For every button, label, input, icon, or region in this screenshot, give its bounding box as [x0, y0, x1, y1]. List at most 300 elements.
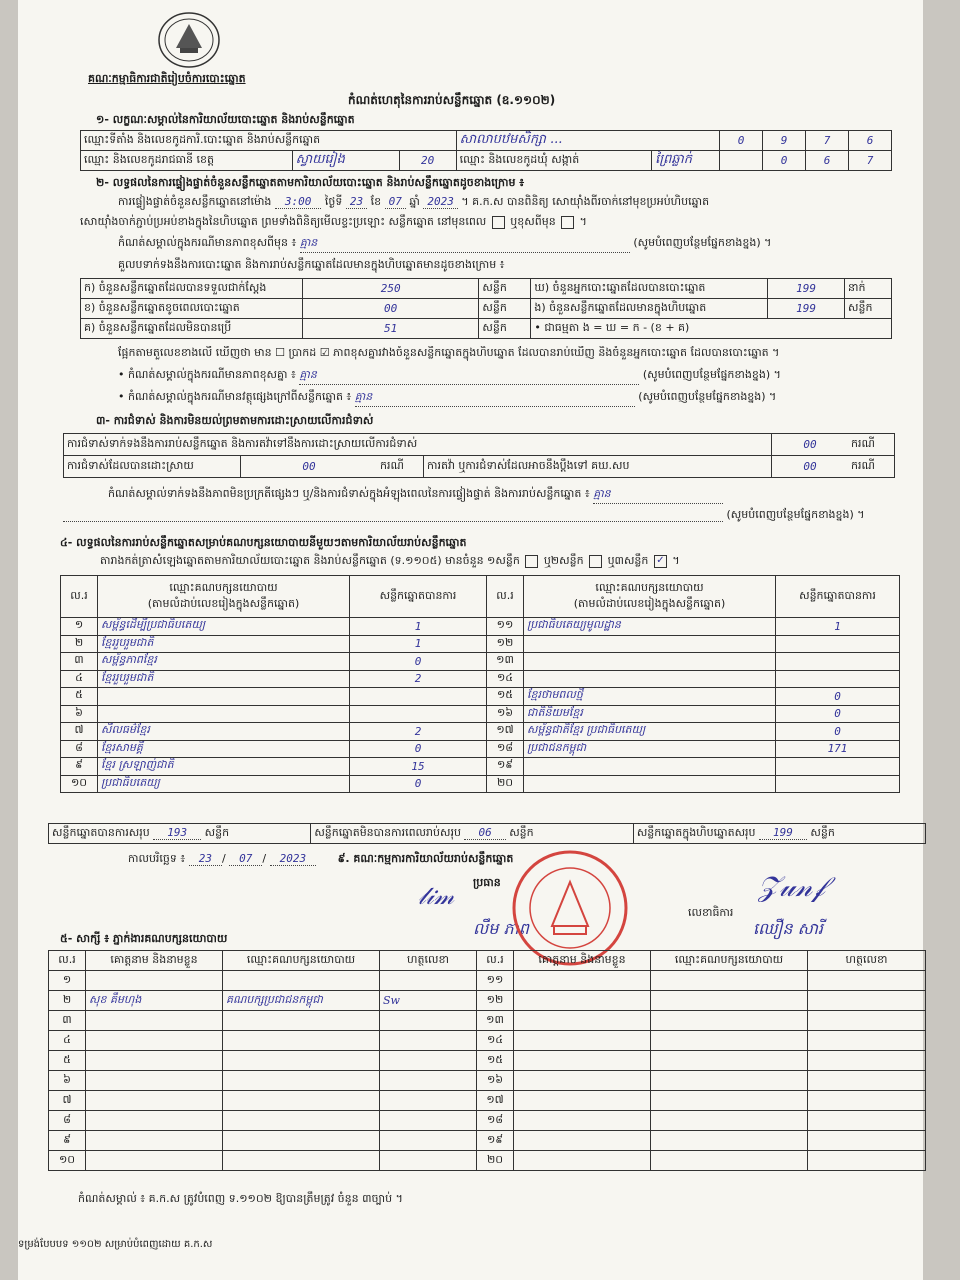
party-name: ប្រជាជនកម្ពុជា [524, 740, 776, 758]
verification-line2: សោយ៉ាំងចាក់ភ្ជាប់ប្រអប់ខាងក្នុងនៃហិបឆ្នោត ព្រមទាំងពិនិត្យមើលខ្ទះប្រឡោះ សន្លឹកឆ្នោត នៅមុនពេល ឬខុសពីមុន ។ [80, 215, 587, 228]
objection-appeal-label: ការតវ៉ា ឬការជំទាស់ដែលអាចនឹងប្តឹងទៅ គឃ.សប [424, 456, 772, 478]
party-number: ៤ [61, 670, 98, 688]
col-votes-left: សន្លឹកឆ្នោតបានការ [350, 576, 487, 618]
objection-appeal-value: 00 [772, 456, 849, 478]
party-number: ១៥ [487, 688, 524, 706]
difference-note-label: កំណត់សម្គាល់ក្នុងករណីមានភាពខុសពីមុន ៖ [118, 236, 297, 249]
witness-signature [380, 1151, 477, 1171]
total-box-unit: សន្លឹក [810, 825, 835, 839]
party-votes: 2 [350, 723, 487, 741]
diff-note-1-value: គ្មាន [299, 368, 639, 385]
w-col-party-left: ឈ្មោះគណបក្សនយោបាយ [223, 951, 380, 971]
witness-name [514, 1131, 651, 1151]
verification-line [118, 195, 709, 211]
total-box-value: 199 [759, 826, 807, 840]
count-value-a: 250 [302, 279, 479, 299]
witness-number: ១៨ [477, 1111, 514, 1131]
totals-row [48, 823, 926, 844]
party-name [524, 635, 776, 653]
party-number: ២ [61, 635, 98, 653]
party-name: ខ្មែរសាមគ្គី [98, 740, 350, 758]
party-votes: 2 [350, 670, 487, 688]
witness-number: ២ [49, 991, 86, 1011]
witness-number: ១៤ [477, 1031, 514, 1051]
witness-signature [808, 1031, 926, 1051]
document-title: កំណត់ហេតុនៃការរាប់សន្លឹកឆ្នោត (ឧ.១១០២) [348, 93, 556, 107]
w-col-sign-left: ហត្ថលេខា [380, 951, 477, 971]
witness-party [651, 1011, 808, 1031]
option-different: ឬខុសពីមុន [510, 215, 556, 228]
checkbox-1-sheet[interactable] [525, 555, 538, 568]
party-results-table [60, 575, 900, 793]
col-party-left-title: ឈ្មោះគណបក្សនយោបាយ [169, 580, 278, 594]
objection-resolved-label: ការជំទាស់ដែលបានដោះស្រាយ [64, 456, 241, 478]
witness-number: ១២ [477, 991, 514, 1011]
commune-label: ឈ្មោះ និងលេខកូដឃុំ សង្កាត់ [456, 151, 652, 171]
verification-text-line2: សោយ៉ាំងចាក់ភ្ជាប់ប្រអប់ខាងក្នុងនៃហិបឆ្នោត ព្រមទាំងពិនិត្យមើលខ្ទះប្រឡោះ សន្លឹកឆ្នោត នៅមុនពេល [80, 215, 487, 228]
party-name [524, 653, 776, 671]
witness-row [49, 1111, 926, 1131]
diff-note-1-label: • កំណត់សម្គាល់ក្នុងករណីមានភាពខុសគ្នា ៖ [118, 368, 296, 381]
witness-number: ១៥ [477, 1051, 514, 1071]
party-row [61, 670, 900, 688]
party-row [61, 723, 900, 741]
witness-signature [808, 1051, 926, 1071]
count-formula: • ជាធម្មតា ង = ឃ = ក - (ខ + គ) [531, 319, 892, 339]
secretary-signature: 𝒵𝓊𝓃𝒻 [758, 870, 825, 903]
party-number: ២០ [487, 775, 524, 793]
party-name: សម្ព័ន្ធភាពខ្មែរ [98, 653, 350, 671]
diff-note-2-value: គ្មាន [355, 390, 635, 407]
commune-code-1: 0 [763, 151, 806, 171]
section3-heading: ៣- ការជំទាស់ និងការមិនយល់ព្រមតាមការដោះស្រាយលើការជំទាស់ [96, 414, 374, 427]
witness-row [49, 1091, 926, 1111]
chair-label: ប្រធាន [473, 876, 501, 889]
count-committee-label: ៩. គណៈកម្មការការិយាល័យរាប់សន្លឹកឆ្នោត [337, 852, 514, 865]
witness-signature [380, 1111, 477, 1131]
party-row [61, 688, 900, 706]
party-number: ១១ [487, 618, 524, 636]
date-day: 23 [189, 852, 222, 866]
witness-signature [380, 1071, 477, 1091]
witness-number: ១៧ [477, 1091, 514, 1111]
diff-note-2-label: • កំណត់សម្គាល់ក្នុងករណីមានវត្ថុផ្សេងក្រៅពីសន្លឹកឆ្នោត ៖ [118, 390, 352, 403]
witness-signature [380, 1131, 477, 1151]
witness-name [86, 1091, 223, 1111]
verification-text-c: ខែ [370, 195, 382, 208]
station-code-3: 7 [806, 131, 849, 151]
witness-signature [808, 1091, 926, 1111]
witness-name [86, 1011, 223, 1031]
party-number: ១ [61, 618, 98, 636]
date-label: កាលបរិច្ឆេទ ៖ [128, 852, 186, 865]
witness-signature [808, 971, 926, 991]
tally-opt-3: ឬ៣សន្លឹក [607, 554, 649, 567]
witness-party [223, 1131, 380, 1151]
objections-table [63, 433, 895, 478]
witness-name [514, 1031, 651, 1051]
w-col-sign-right: ហត្ថលេខា [808, 951, 926, 971]
witness-signature [808, 991, 926, 1011]
witness-party [223, 1011, 380, 1031]
party-name: ខ្មែរថាមពលថ្មី [524, 688, 776, 706]
witness-name [86, 1051, 223, 1071]
witness-name [514, 1111, 651, 1131]
total-valid [49, 824, 311, 844]
witness-party [651, 1131, 808, 1151]
w-col-name-right: គោត្តនាម និងនាមខ្លួន [514, 951, 651, 971]
witness-number: ១៦ [477, 1071, 514, 1091]
party-votes: 171 [776, 740, 900, 758]
party-name: សីលធម៌ខ្មែរ [98, 723, 350, 741]
objection-resolved-unit: ករណី [377, 456, 424, 478]
witness-row [49, 971, 926, 991]
witness-name [86, 1031, 223, 1051]
party-number: ៥ [61, 688, 98, 706]
party-row [61, 635, 900, 653]
witness-number: ១ [49, 971, 86, 991]
witness-number: ៩ [49, 1131, 86, 1151]
verification-text-a: ការផ្ទៀងផ្ទាត់ចំនួនសន្លឹកឆ្នោតនៅម៉ោង [118, 195, 272, 208]
witness-party [651, 1031, 808, 1051]
party-number: ៧ [61, 723, 98, 741]
party-name [98, 705, 350, 723]
col-no-right: ល.រ [487, 576, 524, 618]
count-label-d: ឃ) ចំនួនអ្នកបោះឆ្នោតដែលបានបោះឆ្នោត [531, 279, 768, 299]
comparison-line: ផ្អែកតាមតួលេខខាងលើ ឃើញថា មាន ☐ ប្រាកដ ☑ ភាពខុសគ្នារវាងចំនួនសន្លឹកឆ្នោតក្នុងហិបឆ្នោត ដែលបានរាប់ឃើញ និងចំនួនអ្នកបោះឆ្នោត ដែលបានបោះឆ្នោត ។ [118, 346, 780, 359]
witness-number: ៤ [49, 1031, 86, 1051]
witness-row [49, 991, 926, 1011]
party-rows [61, 618, 900, 793]
party-number: ៩ [61, 758, 98, 776]
count-unit-c: សន្លឹក [479, 319, 531, 339]
witness-name [86, 1151, 223, 1171]
witness-number: ៧ [49, 1091, 86, 1111]
tally-opt-2: ឬ២សន្លឹក [543, 554, 584, 567]
witness-party [223, 1051, 380, 1071]
witness-name [514, 1011, 651, 1031]
section1-table [80, 130, 892, 171]
witness-number: ៨ [49, 1111, 86, 1131]
witness-row [49, 1011, 926, 1031]
difference-note-value: គ្មាន [300, 236, 630, 253]
count-label-b: ខ) ចំនួនសន្លឹកឆ្នោតខូចពេលបោះឆ្នោត [81, 299, 303, 319]
commune-code-2: 6 [806, 151, 849, 171]
party-number: ១៤ [487, 670, 524, 688]
witness-number: ៣ [49, 1011, 86, 1031]
irregularity-note-label: កំណត់សម្គាល់ទាក់ទងនឹងភាពមិនប្រក្រតីផ្សេងៗ ឬ/និងការជំទាស់ក្នុងអំឡុងពេលនៃការផ្ទៀងផ្ទាត់ និងការរាប់សន្លឹកឆ្នោត ៖ [108, 487, 590, 500]
total-valid-unit: សន្លឹក [204, 825, 230, 839]
party-name [98, 688, 350, 706]
checkbox-2-sheets[interactable] [589, 555, 602, 568]
witness-signature [808, 1131, 926, 1151]
counted-intro: គួលបទាក់ទងនឹងការបោះឆ្នោត និងការរាប់សន្លឹកឆ្នោតដែលមានក្នុងហិបឆ្នោតមានដូចខាងក្រោម ៖ [118, 258, 505, 271]
party-number: ១៦ [487, 705, 524, 723]
witness-party [223, 1151, 380, 1171]
section1-heading: ១- លក្ខណៈសម្គាល់នៃការិយាល័យបោះឆ្នោត និងរាប់សន្លឹកឆ្នោត [96, 113, 355, 126]
party-votes: 0 [350, 775, 487, 793]
diff-note-1-suffix: (សូមបំពេញបន្ថែមផ្នែកខាងខ្នង) ។ [642, 368, 781, 381]
party-name: ជាតិនិយមខ្មែរ [524, 705, 776, 723]
witness-table [48, 950, 926, 1171]
party-votes: 1 [350, 618, 487, 636]
party-votes [350, 705, 487, 723]
verification-text-d: ឆ្នាំ [409, 195, 420, 208]
witness-row [49, 1031, 926, 1051]
total-invalid [311, 824, 634, 844]
total-invalid-value: 06 [464, 826, 505, 840]
verification-time: 3:00 [275, 195, 322, 209]
checkbox-3-sheets[interactable]: ✓ [654, 555, 667, 568]
party-votes: 15 [350, 758, 487, 776]
party-row [61, 740, 900, 758]
station-code-2: 9 [763, 131, 806, 151]
secretary-name: ឈឿន សារី [753, 919, 824, 938]
witness-row [49, 1051, 926, 1071]
witness-number: ១៣ [477, 1011, 514, 1031]
party-name: ប្រជាធិបតេយ្យ [98, 775, 350, 793]
witness-party [651, 1151, 808, 1171]
irregularity-blank-line [63, 508, 723, 522]
committee-name: គណៈកម្មាធិការជាតិរៀបចំការបោះឆ្នោត [88, 72, 246, 85]
commune-name: ព្រៃឆ្លាក់ [652, 151, 720, 171]
witness-party [651, 1071, 808, 1091]
station-code-1: 0 [720, 131, 763, 151]
province-name: ស្វាយរៀង [292, 151, 399, 171]
witness-number: ១១ [477, 971, 514, 991]
irregularity-note-line2 [63, 508, 908, 524]
party-votes [776, 653, 900, 671]
w-col-no-left: ល.រ [49, 951, 86, 971]
witness-number: ៦ [49, 1071, 86, 1091]
party-votes: 1 [350, 635, 487, 653]
section2-heading: ២- លទ្ធផលនៃការផ្ទៀងផ្ទាត់ចំនួនសន្លឹកឆ្នោតតាមការិយាល័យបោះឆ្នោត និងរាប់សន្លឹកឆ្នោតដូចខាងក្រោម ៖ [96, 176, 525, 189]
witness-rows [49, 971, 926, 1171]
irregularity-note [108, 487, 898, 504]
footer-form: ទម្រង់បែបបទ ១១០២ សម្រាប់បំពេញដោយ គ.ក.ស [18, 1239, 213, 1250]
diff-note-2-suffix: (សូមបំពេញបន្ថែមផ្នែកខាងខ្នង) ។ [638, 390, 777, 403]
witness-name [514, 1051, 651, 1071]
chair-signature: 𝓁𝒾𝓂 [418, 882, 455, 910]
witness-row [49, 1071, 926, 1091]
party-name: សម្ព័ន្ធដើម្បីប្រជាធិបតេយ្យ [98, 618, 350, 636]
witness-signature [808, 1071, 926, 1091]
difference-note-suffix: (សូមបំពេញបន្ថែមផ្នែកខាងខ្នង) ។ [633, 236, 772, 249]
witness-signature [380, 1031, 477, 1051]
party-number: ១០ [61, 775, 98, 793]
witness-signature [808, 1011, 926, 1031]
total-valid-value: 193 [153, 826, 201, 840]
witness-number: ១៩ [477, 1131, 514, 1151]
count-unit-e: សន្លឹក [845, 299, 892, 319]
commune-code-3: 7 [849, 151, 892, 171]
party-number: ១៧ [487, 723, 524, 741]
party-row [61, 758, 900, 776]
party-votes: 1 [776, 618, 900, 636]
party-number: ១៩ [487, 758, 524, 776]
chair-name: លឹម ភាព [473, 919, 529, 938]
party-votes [776, 775, 900, 793]
party-votes [776, 670, 900, 688]
witness-number: ២០ [477, 1151, 514, 1171]
witness-signature [380, 1011, 477, 1031]
party-votes: 0 [350, 740, 487, 758]
objection-related-label: ការជំទាស់ទាក់ទងនឹងការរាប់សន្លឹកឆ្នោត និងការតវ៉ាទៅនឹងការដោះស្រាយលើការជំទាស់ [64, 434, 772, 456]
irregularity-note-value: គ្មាន [593, 487, 723, 504]
col-party-right-title: ឈ្មោះគណបក្សនយោបាយ [595, 580, 704, 594]
count-unit-d: នាក់ [845, 279, 892, 299]
province-code: 20 [399, 151, 456, 171]
section5-heading: ៥- សាក្សី ៖ ភ្នាក់ងារគណបក្សនយោបាយ [60, 932, 228, 945]
party-row [61, 775, 900, 793]
verification-text-e: ។ គ.ក.ស បានពិនិត្យ សោយ៉ាំងពីរចាក់នៅមុខប្រអប់ហិបឆ្នោត [461, 195, 710, 208]
station-label: ឈ្មោះទីតាំង និងលេខកូដការិ.បោះឆ្នោត និងរាប់សន្លឹកឆ្នោត [81, 131, 457, 151]
col-no-left: ល.រ [61, 576, 98, 618]
party-name [524, 775, 776, 793]
col-party-right-sub: (តាមលំដាប់លេខរៀងក្នុងសន្លឹកឆ្នោត) [573, 596, 726, 610]
witness-name: សុខ គឹមហុង [86, 991, 223, 1011]
party-votes: 0 [350, 653, 487, 671]
nec-emblem [156, 10, 222, 70]
party-number: ១២ [487, 635, 524, 653]
w-col-name-left: គោត្តនាម និងនាមខ្លួន [86, 951, 223, 971]
verification-text-b: ថ្ងៃទី [324, 195, 343, 208]
tally-sheet-line: តារាងកត់ត្រាសំឡេងឆ្នោតតាមការិយាល័យបោះឆ្នោត និងរាប់សន្លឹកឆ្នោត (ទ.១១០៥) មានចំនួន ១សន្លឹក ឬ២សន្លឹក ឬ៣សន្លឹក ✓ ។ [100, 554, 680, 567]
total-box-label: សន្លឹកឆ្នោតក្នុងហិបឆ្នោតសរុប [636, 825, 756, 839]
party-votes [350, 688, 487, 706]
verification-day: 23 [346, 195, 367, 209]
witness-party [223, 1031, 380, 1051]
party-name: ខ្មែររួបរួមជាតិ [98, 635, 350, 653]
count-unit-b: សន្លឹក [479, 299, 531, 319]
party-name: ខ្មែររួបរួមជាតិ [98, 670, 350, 688]
party-votes: 0 [776, 723, 900, 741]
objection-related-value: 00 [772, 434, 849, 456]
count-label-a: ក) ចំនួនសន្លឹកឆ្នោតដែលបានទទួលជាក់ស្តែង [81, 279, 303, 299]
party-votes [776, 758, 900, 776]
count-value-d: 199 [768, 279, 845, 299]
total-invalid-unit: សន្លឹក [509, 825, 534, 839]
party-name: ខ្មែរ ស្រឡាញ់ជាតិ [98, 758, 350, 776]
checkbox-different[interactable] [561, 216, 574, 229]
diff-note-2 [118, 390, 908, 407]
party-number: ១៣ [487, 653, 524, 671]
witness-party [223, 1111, 380, 1131]
witness-party [651, 1091, 808, 1111]
witness-name [514, 1151, 651, 1171]
party-name [524, 758, 776, 776]
witness-row [49, 1131, 926, 1151]
witness-name [514, 1071, 651, 1091]
witness-name [514, 991, 651, 1011]
witness-party [223, 971, 380, 991]
witness-row [49, 1151, 926, 1171]
col-votes-right: សន្លឹកឆ្នោតបានការ [776, 576, 900, 618]
witness-signature [808, 1111, 926, 1131]
secretary-label: លេខាធិការ [688, 906, 734, 919]
count-value-b: 00 [302, 299, 479, 319]
count-label-c: គ) ចំនួនសន្លឹកឆ្នោតដែលមិនបានប្រើ [81, 319, 303, 339]
witness-name [86, 1131, 223, 1151]
party-row [61, 653, 900, 671]
commune-code-blank [720, 151, 763, 171]
witness-signature [380, 971, 477, 991]
objection-resolved-value: 00 [241, 456, 378, 478]
verification-year: 2023 [423, 195, 458, 209]
witness-name [86, 1071, 223, 1091]
witness-signature [808, 1151, 926, 1171]
count-unit-a: សន្លឹក [479, 279, 531, 299]
date-line: កាលបរិច្ឆេទ ៖ 23 / 07 / 2023 ៩. គណៈកម្មការការិយាល័យរាប់សន្លឹកឆ្នោត [128, 852, 514, 865]
irregularity-note-suffix: (សូមបំពេញបន្ថែមផ្នែកខាងខ្នង) ។ [726, 508, 865, 521]
party-votes: 0 [776, 705, 900, 723]
objection-appeal-unit: ករណី [848, 456, 895, 478]
station-code-4: 6 [849, 131, 892, 151]
verification-month: 07 [385, 195, 406, 209]
witness-number: ១០ [49, 1151, 86, 1171]
witness-name [514, 971, 651, 991]
section4-heading: ៤- លទ្ធផលនៃការរាប់សន្លឹកឆ្នោតសម្រាប់គណបក្សនយោបាយនីមួយៗតាមការិយាល័យរាប់សន្លឹកឆ្នោត [60, 536, 467, 549]
witness-party [651, 1111, 808, 1131]
witness-signature: Sw [380, 991, 477, 1011]
witness-name [86, 971, 223, 991]
party-row [61, 705, 900, 723]
witness-party: គណបក្សប្រជាជនកម្ពុជា [223, 991, 380, 1011]
counts-table [80, 278, 892, 339]
witness-party [651, 1051, 808, 1071]
party-name [524, 670, 776, 688]
witness-name [514, 1091, 651, 1111]
col-party-left [98, 576, 350, 618]
total-box [633, 824, 925, 844]
witness-signature [380, 1051, 477, 1071]
party-number: ១៨ [487, 740, 524, 758]
witness-number: ៥ [49, 1051, 86, 1071]
witness-party [223, 1091, 380, 1111]
party-number: ៨ [61, 740, 98, 758]
checkbox-before[interactable] [492, 216, 505, 229]
count-label-e: ង) ចំនួនសន្លឹកឆ្នោតដែលមានក្នុងហិបឆ្នោត [531, 299, 768, 319]
date-month: 07 [229, 852, 262, 866]
col-party-left-sub: (តាមលំដាប់លេខរៀងក្នុងសន្លឹកឆ្នោត) [147, 596, 300, 610]
count-value-e: 199 [768, 299, 845, 319]
objection-related-unit: ករណី [848, 434, 895, 456]
footer-note: កំណត់សម្គាល់ ៖ គ.ក.ស ត្រូវបំពេញ ទ.១១០២ ឱ្យបានត្រឹមត្រូវ ចំនួន ៣ច្បាប់ ។ [78, 1192, 403, 1205]
party-name: សម្ព័ន្ធជាតិខ្មែរ ប្រជាធិបតេយ្យ [524, 723, 776, 741]
count-value-c: 51 [302, 319, 479, 339]
witness-party [651, 991, 808, 1011]
col-party-right [524, 576, 776, 618]
party-name: ប្រជាធិបតេយ្យមូលដ្ឋាន [524, 618, 776, 636]
station-name: សាលាបឋមសិក្សា ... [456, 131, 719, 151]
ballot-count-report-sheet [18, 0, 923, 1280]
tally-sheet-intro: តារាងកត់ត្រាសំឡេងឆ្នោតតាមការិយាល័យបោះឆ្នោត និងរាប់សន្លឹកឆ្នោត (ទ.១១០៥) មានចំនួន ១សន្លឹក [100, 554, 520, 567]
difference-note-line [118, 236, 888, 253]
w-col-party-right: ឈ្មោះគណបក្សនយោបាយ [651, 951, 808, 971]
witness-party [651, 971, 808, 991]
party-votes [776, 635, 900, 653]
party-votes: 0 [776, 688, 900, 706]
witness-signature [380, 1091, 477, 1111]
party-number: ៣ [61, 653, 98, 671]
total-invalid-label: សន្លឹកឆ្នោតមិនបានការពេលរាប់សរុប [314, 825, 461, 839]
witness-name [86, 1111, 223, 1131]
witness-party [223, 1071, 380, 1091]
date-year: 2023 [270, 852, 317, 866]
total-valid-label: សន្លឹកឆ្នោតបានការសរុប [52, 825, 150, 839]
diff-note-1 [118, 368, 908, 385]
party-row [61, 618, 900, 636]
